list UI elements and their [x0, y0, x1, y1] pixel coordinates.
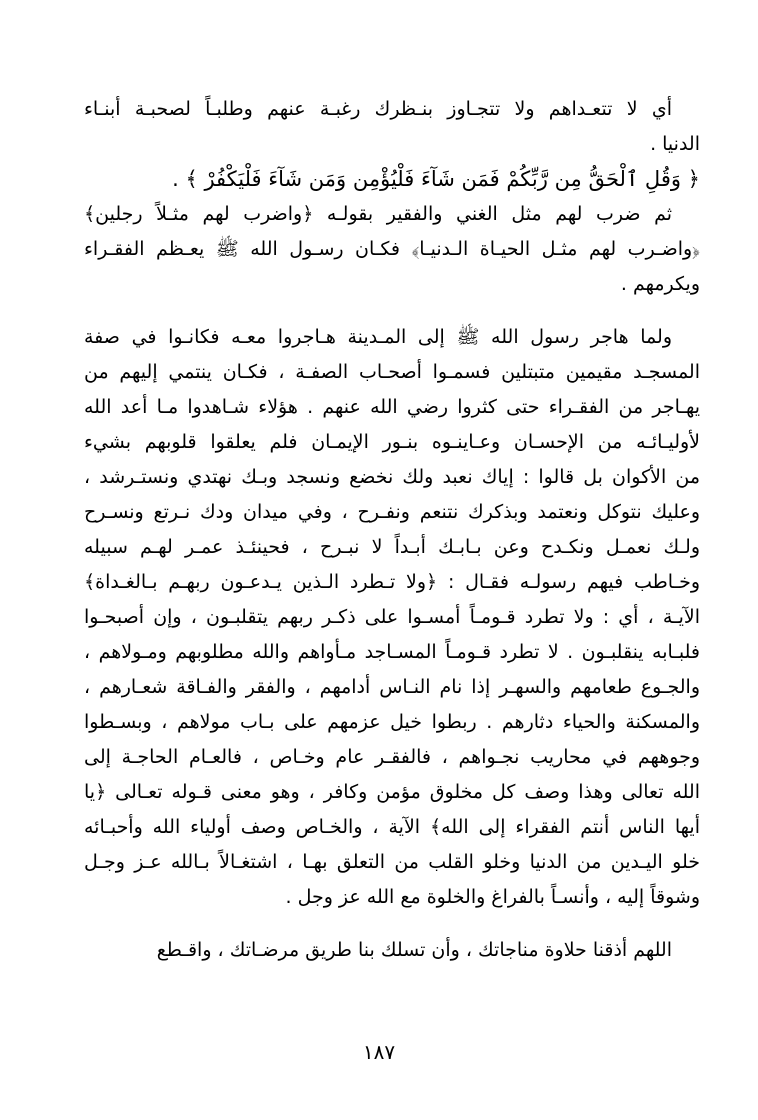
text-line: ولما هاجر رسول الله ﷺ إلى المـدينة هـاجروا معـه فكانـوا في صفة: [84, 326, 672, 348]
text-line: المسجـد مقيمين متبتلين فسمـوا أصحـاب الصفـة ، فكـان ينتمي إليهم من: [84, 361, 700, 383]
text-line: الآيـة ، أي : ولا تطرد قـومـاً أمسـوا على ذكـر ربهم يتقلبـون ، وإن أصبحـوا: [84, 606, 700, 628]
text-line: ويكرمهم .: [620, 273, 700, 295]
text-line: والمسكنة والحياء دثارهم . ربطوا خيل عزمهم على بـاب مولاهم ، وبسـطوا: [84, 711, 700, 733]
page-body: [84, 92, 700, 968]
text-line: أي لا تتعـداهم ولا تتجـاوز بنـظرك رغبـة عنهم وطلبـاً لصحبـة أبنـاء: [84, 98, 672, 120]
paragraph: [84, 92, 700, 162]
text-line: وشوقاً إليه ، وأنسـاً بالفراغ والخلوة مع الله عز وجل .: [285, 886, 700, 908]
text-line: ﴿ وَقُلِ ٱلْحَقُّ مِن رَّبِّكُمْ فَمَن شَآءَ فَلْيُؤْمِن وَمَن شَآءَ فَلْيَكْفُرْ ﴾ .: [172, 167, 700, 191]
text-line: فلبـابه ينقلبـون . لا تطرد قـومـاً المسـاجد مـأواهم والله مطلوبهم ومـولاهم ،: [84, 641, 700, 663]
paragraph: [84, 320, 700, 915]
paragraph: [84, 197, 700, 302]
text-line: وعليك نتوكل ونعتمد وبذكرك نتنعم ونفـرح ، وفي ميدان ودك نـرتع ونسـرح: [84, 501, 700, 523]
page-number: ١٨٧: [362, 1040, 396, 1064]
text-line: لأوليـائـه من الإحسـان وعـاينـوه بنـور الإيمـان فلم يعلقوا قلوبهم بشيء: [84, 431, 700, 453]
text-line: وخـاطب فيهم رسولـه فقـال : ﴿ولا تـطرد الـذين يـدعـون ربهـم بـالغـداة﴾: [84, 571, 700, 593]
text-line: ثم ضرب لهم مثل الغني والفقير بقولـه ﴿واضرب لهم مثـلاً رجلين﴾: [84, 203, 672, 225]
text-line: ولـك نعمـل ونكـدح وعن بـابـك أبـداً لا نبـرح ، فحينئـذ عمـر لهـم سبيله: [84, 536, 700, 558]
text-line: من الأكوان بل قالوا : إياك نعبد ولك نخضع ونسجد وبـك نهتدي ونستـرشد ،: [84, 466, 700, 488]
quran-verse: [84, 162, 700, 197]
paragraph-gap: [84, 302, 700, 320]
text-line: والجـوع طعامهم والسهـر إذا نام النـاس أدامهم ، والفقر والفـاقة شعـارهم ،: [84, 676, 700, 698]
text-line: اللهم أذقنا حلاوة مناجاتك ، وأن تسلك بنا طريق مرضـاتك ، واقـطع: [156, 939, 672, 961]
text-line: الله تعالى وهذا وصف كل مخلوق مؤمن وكافر ، وهو معنى قـوله تعـالى ﴿يا: [84, 781, 700, 803]
text-line: وجوههم في محاريب نجـواهم ، فالفقـر عام وخـاص ، فالعـام الحاجـة إلى: [84, 746, 700, 768]
text-line: الدنيا .: [650, 133, 700, 155]
text-line: ﴿واضـرب لهم مثـل الحيـاة الـدنيـا﴾ فكـان رسـول الله ﷺ يعـظم الفقـراء: [84, 238, 700, 260]
text-line: خلو اليـدين من الدنيا وخلو القلب من التعلق بهـا ، اشتغـالاً بـالله عـز وجـل: [84, 851, 700, 873]
text-line: يهـاجر من الفقـراء حتى كثروا رضي الله عنهم . هؤلاء شـاهدوا مـا أعد الله: [84, 396, 700, 418]
text-line: أيها الناس أنتم الفقراء إلى الله﴾ الآية ، والخـاص وصف أولياء الله وأحبـائه: [84, 816, 700, 838]
paragraph-gap: [84, 915, 700, 933]
paragraph: [84, 933, 700, 968]
